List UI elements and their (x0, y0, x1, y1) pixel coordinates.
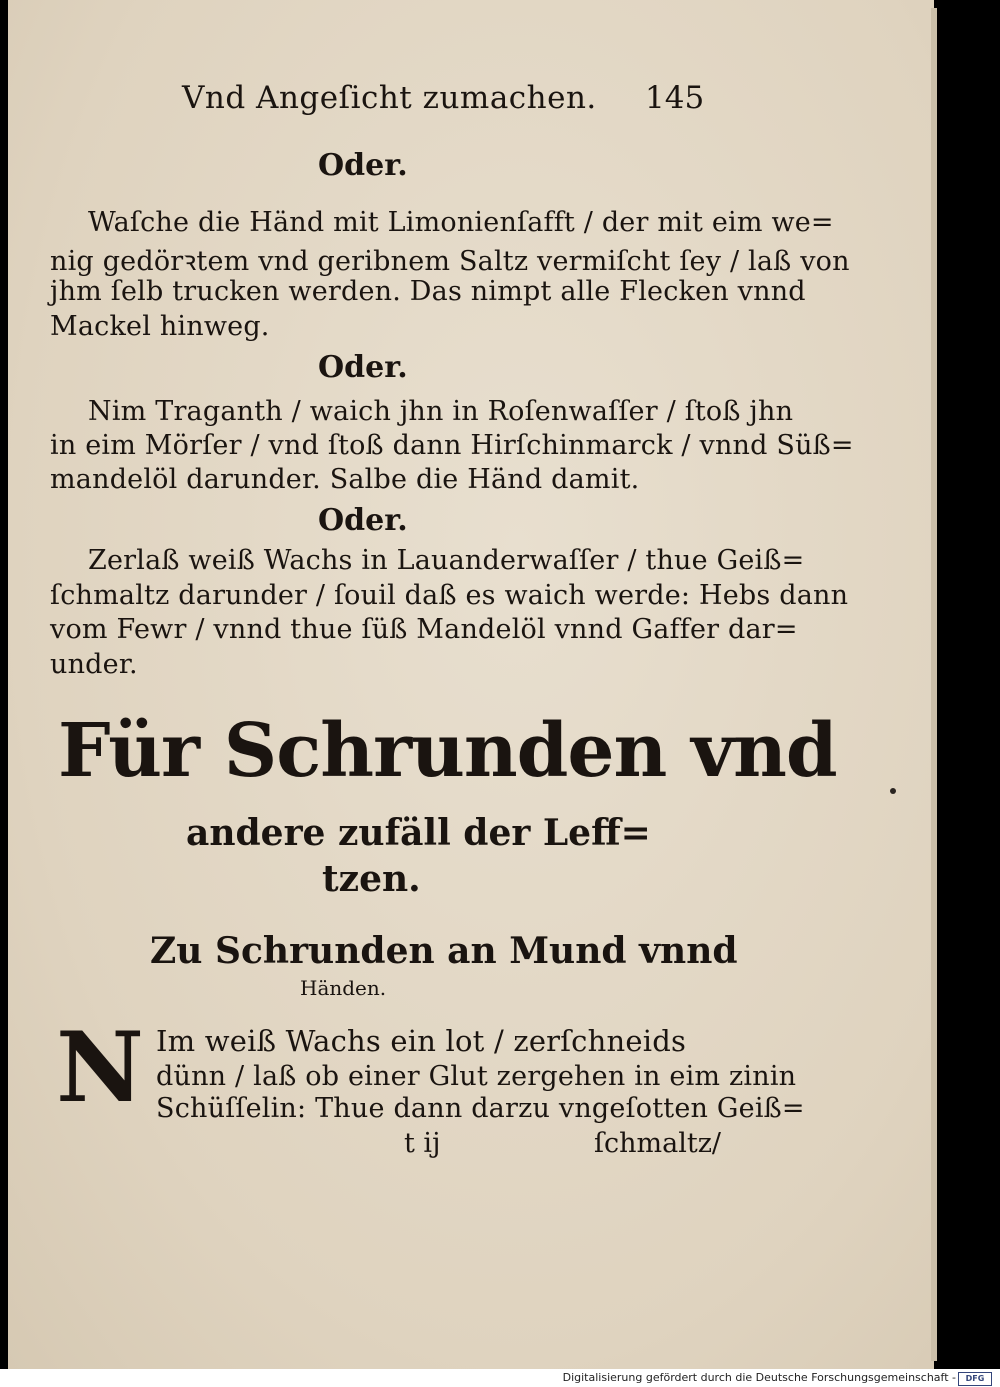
text-line: mandelöl darunder. Salbe die Händ damit. (50, 464, 640, 495)
recipe-title: Zu Schrunden an Mund vnnd (150, 930, 738, 972)
text-line: dünn / laß ob einer Glut zergehen in eim zinin (156, 1061, 797, 1092)
text-line: jhm ſelb trucken werden. Das nimpt alle Flecken vnnd (50, 276, 806, 307)
text-line: Im weiß Wachs ein lot / zerſchneids (156, 1024, 687, 1058)
page-edge (931, 8, 937, 1361)
running-head: Vnd Angeſicht zumachen. (182, 80, 597, 116)
text-line: nig gedörꝛtem vnd geribnem Saltz vermiſcht ſey / laß von (50, 246, 850, 277)
section-heading: Oder. (318, 350, 408, 385)
footer-bar (0, 1369, 1000, 1387)
signature-mark: t ij (404, 1128, 441, 1159)
text-line: Waſche die Händ mit Limonienſafft / der mit eim we= (88, 207, 834, 238)
section-heading: Oder. (318, 148, 408, 183)
chapter-subtitle: andere zufäll der Leff= (186, 812, 651, 854)
book-page (8, 0, 934, 1369)
section-heading: Oder. (318, 503, 408, 538)
text-line: Schüſſelin: Thue dann darzu vngeſotten Geiß= (156, 1093, 805, 1124)
text-line: vom Fewr / vnnd thue ſüß Mandelöl vnnd Gaffer dar= (50, 614, 798, 645)
chapter-subtitle-cont: tzen. (322, 858, 421, 900)
recipe-title-cont: Händen. (300, 976, 387, 1000)
chapter-title: Für Schrunden vnd (58, 708, 837, 794)
text-line: in eim Mörſer / vnd ſtoß dann Hirſchinmarck / vnnd Süß= (50, 430, 854, 461)
text-line: Mackel hinweg. (50, 311, 270, 342)
catchword: ſchmaltz/ (594, 1128, 722, 1159)
text-line: Nim Traganth / waich jhn in Roſenwaſſer / ſtoß jhn (88, 396, 794, 427)
paper-speck (890, 788, 896, 794)
page-number: 145 (645, 80, 705, 116)
decorated-initial: N (56, 1011, 144, 1124)
footer-credit: Digitalisierung gefördert durch die Deutsche Forschungsgemeinschaft - (562, 1371, 956, 1384)
text-line: under. (50, 649, 138, 680)
dfg-logo: DFG (958, 1372, 992, 1386)
text-line: Zerlaß weiß Wachs in Lauanderwaſſer / thue Geiß= (88, 545, 805, 576)
text-line: ſchmaltz darunder / ſouil daß es waich werde: Hebs dann (50, 580, 849, 611)
